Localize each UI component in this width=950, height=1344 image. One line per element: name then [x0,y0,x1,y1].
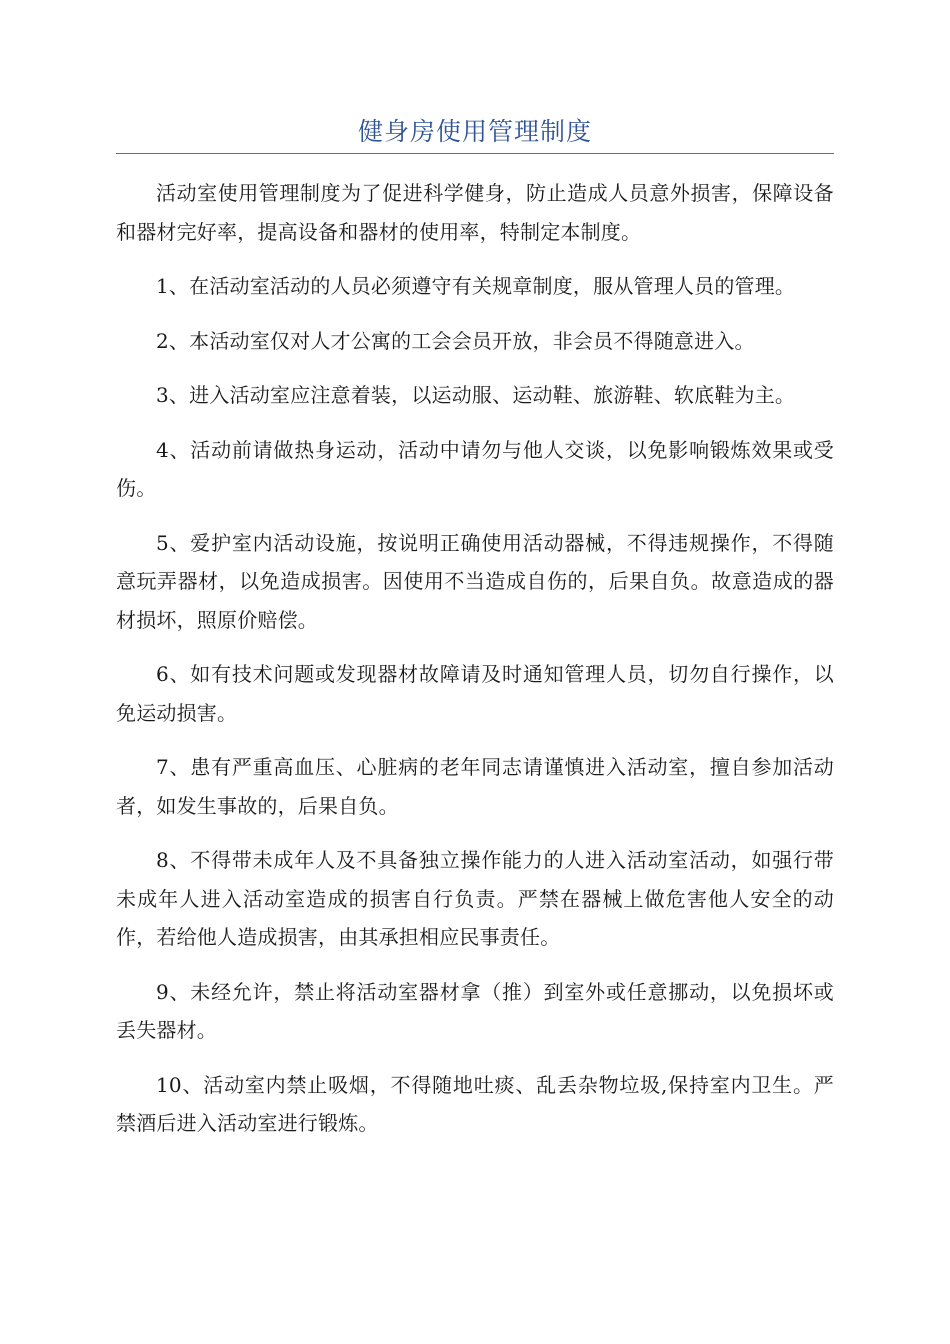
intro-paragraph: 活动室使用管理制度为了促进科学健身，防止造成人员意外损害，保障设备和器材完好率，提高设备和器材的使用率，特制定本制度。 [116,181,834,244]
title-underline [116,153,834,154]
rule-paragraph-5: 5、爱护室内活动设施，按说明正确使用活动器械，不得违规操作，不得随意玩弄器材，以免造成损害。因使用不当造成自伤的，后果自负。故意造成的器材损坏，照原价赔偿。 [116,530,834,632]
rule-paragraph-2: 2、本活动室仅对人才公寓的工会会员开放，非会员不得随意进入。 [156,328,755,353]
rule-paragraph-7: 7、患有严重高血压、心脏病的老年同志请谨慎进入活动室，擅自参加活动者，如发生事故的，后果自负。 [116,755,834,818]
rule-paragraph-1: 1、在活动室活动的人员必须遵守有关规章制度，服从管理人员的管理。 [156,274,796,298]
rule-paragraph-9: 9、未经允许，禁止将活动室器材拿（推）到室外或任意挪动，以免损坏或丢失器材。 [116,979,834,1042]
document-title: 健身房使用管理制度 [357,117,592,146]
document-body [116,174,834,1159]
rule-paragraph-4: 4、活动前请做热身运动，活动中请勿与他人交谈，以免影响锻炼效果或受伤。 [116,437,834,500]
rule-paragraph-10: 10、活动室内禁止吸烟，不得随地吐痰、乱丢杂物垃圾,保持室内卫生。严禁酒后进入活动室进行锻炼。 [116,1072,834,1135]
rule-paragraph-6: 6、如有技术问题或发现器材故障请及时通知管理人员，切勿自行操作，以免运动损害。 [116,662,834,725]
rule-paragraph-8: 8、不得带未成年人及不具备独立操作能力的人进入活动室活动，如强行带未成年人进入活动室造成的损害自行负责。严禁在器械上做危害他人安全的动作，若给他人造成损害，由其承担相应民事责任。 [116,848,834,949]
rule-paragraph-3: 3、进入活动室应注意着装，以运动服、运动鞋、旅游鞋、软底鞋为主。 [156,383,796,407]
